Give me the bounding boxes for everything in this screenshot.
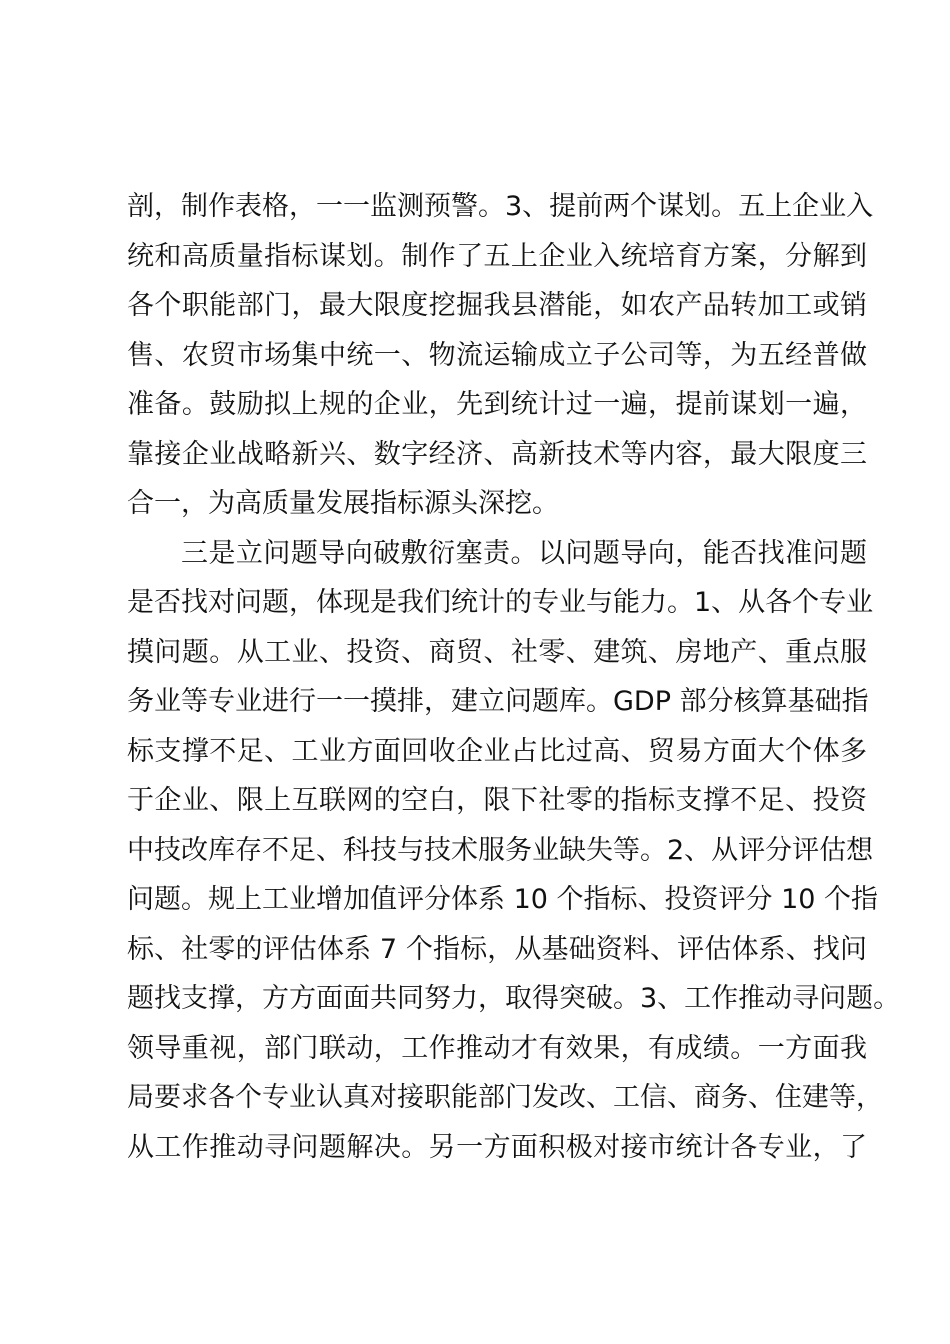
text-line: 是否找对问题，体现是我们统计的专业与能力。1、从各个专业	[127, 587, 874, 618]
text-line: 摸问题。从工业、投资、商贸、社零、建筑、房地产、重点服	[127, 636, 867, 668]
text-line: 剖，制作表格，一一监测预警。3、提前两个谋划。五上企业入	[127, 191, 874, 222]
text-line: 务业等专业进行一一摸排，建立问题库。GDP 部分核算基础指	[127, 686, 869, 717]
text-line: 领导重视，部门联动，工作推动才有效果，有成绩。一方面我	[127, 1032, 867, 1064]
text-line: 售、农贸市场集中统一、物流运输成立子公司等，为五经普做	[127, 339, 867, 371]
text-line: 中技改库存不足、科技与技术服务业缺失等。2、从评分评估想	[127, 834, 874, 866]
text-line: 各个职能部门，最大限度挖掘我县潜能，如农产品转加工或销	[127, 290, 867, 321]
text-line: 于企业、限上互联网的空白，限下社零的指标支撑不足、投资	[127, 785, 867, 816]
text-line: 三是立问题导向破敷衍塞责。以问题导向，能否找准问题	[181, 537, 867, 569]
text-line: 局要求各个专业认真对接职能部门发改、工信、商务、住建等，	[127, 1082, 883, 1113]
text-line: 靠接企业战略新兴、数字经济、高新技术等内容，最大限度三	[127, 438, 867, 470]
text-line: 统和高质量指标谋划。制作了五上企业入统培育方案，分解到	[127, 240, 867, 272]
text-line: 从工作推动寻问题解决。另一方面积极对接市统计各专业，了	[127, 1131, 867, 1163]
document-body	[127, 182, 901, 1172]
text-line: 问题。规上工业增加值评分体系 10 个指标、投资评分 10 个指	[127, 884, 879, 915]
paragraph-2	[127, 529, 901, 1173]
text-line: 题找支撑，方方面面共同努力，取得突破。3、工作推动寻问题。	[127, 983, 901, 1014]
text-line: 标支撑不足、工业方面回收企业占比过高、贸易方面大个体多	[127, 735, 867, 767]
text-line: 准备。鼓励拟上规的企业，先到统计过一遍，提前谋划一遍，	[127, 389, 867, 420]
text-line: 合一，为高质量发展指标源头深挖。	[127, 488, 559, 519]
text-line: 标、社零的评估体系 7 个指标，从基础资料、评估体系、找问	[127, 933, 867, 965]
paragraph-1	[127, 182, 874, 529]
